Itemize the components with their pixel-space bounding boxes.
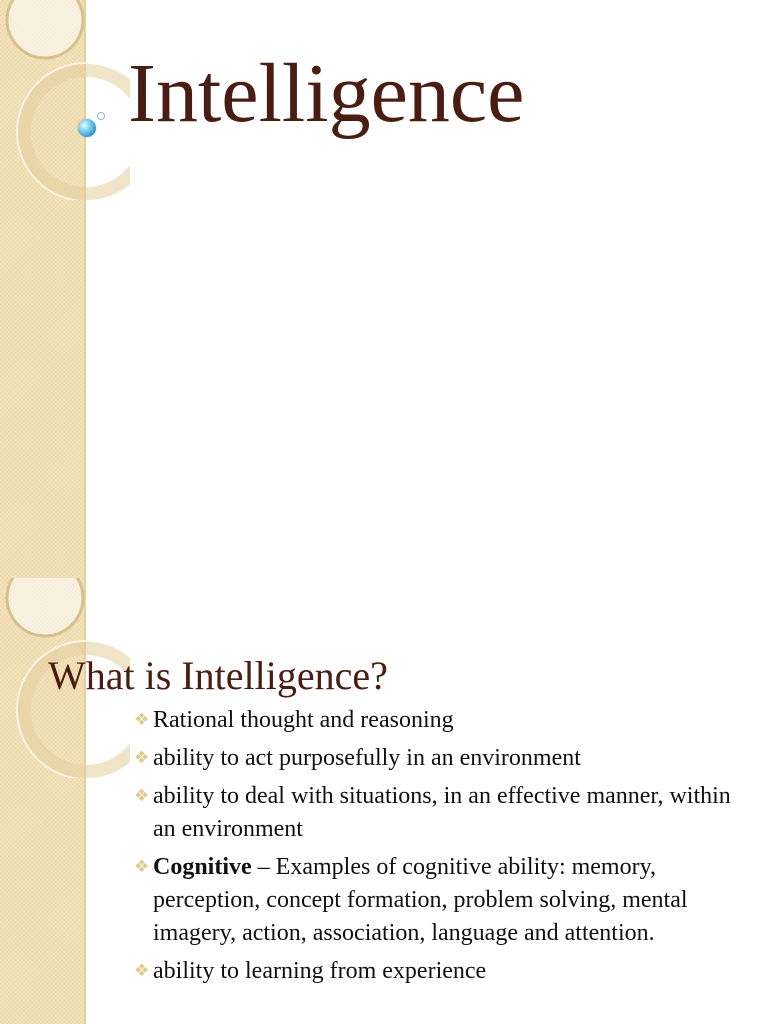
bullet-list [134,704,754,993]
bullet-text: Rational thought and reasoning [153,707,454,733]
bullet-text: – Examples of cognitive ability: memory, perception, concept formation, problem solving, mental imagery, action, association, language and attention. [153,854,688,946]
slide-2 [0,578,768,1024]
list-item [134,704,754,737]
small-ring-icon [97,112,105,120]
list-item [134,742,754,775]
diamond-bullet-icon: ❖ [134,748,150,768]
slide-1-title: Intelligence [128,47,525,140]
blue-orb-icon [78,119,96,137]
diamond-bullet-icon: ❖ [134,961,150,981]
diamond-bullet-icon: ❖ [134,857,150,877]
bullet-bold-term: Cognitive [153,854,252,880]
bullet-text: ability to act purposefully in an environment [153,745,581,771]
list-item [134,780,754,846]
list-item [134,955,754,988]
diamond-bullet-icon: ❖ [134,710,150,730]
list-item [134,851,754,950]
bullet-text: ability to learning from experience [153,958,487,984]
bullet-text: ability to deal with situations, in an effective manner, within an environment [153,783,731,842]
decorative-rings-icon [0,0,130,200]
slide-2-title: What is Intelligence? [48,653,388,698]
diamond-bullet-icon: ❖ [134,786,150,806]
